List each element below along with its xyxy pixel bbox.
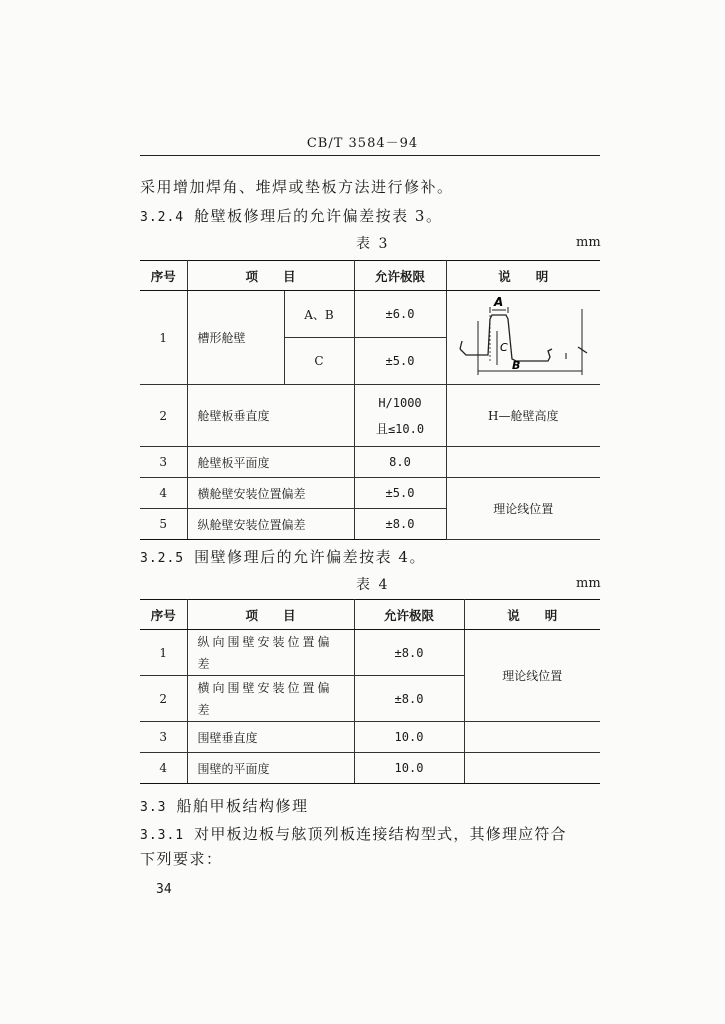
row-no: 4 xyxy=(140,753,187,784)
row-tolerance: 10.0 xyxy=(354,722,464,753)
row-no: 2 xyxy=(140,385,187,447)
row-item xyxy=(187,630,354,676)
row-tolerance: 8.0 xyxy=(354,447,446,478)
table-row xyxy=(140,478,600,509)
header-tolerance: 允许极限 xyxy=(354,261,446,291)
corrugated-bulkhead-diagram xyxy=(448,291,598,381)
table-row xyxy=(140,630,600,676)
section-text: 对甲板边板与舷顶列板连接结构型式，其修理应符合 xyxy=(194,825,567,843)
table-row xyxy=(140,447,600,478)
row-no: 1 xyxy=(140,630,187,676)
row-no: 5 xyxy=(140,509,187,540)
intro-paragraph: 采用增加焊角、堆焊或垫板方法进行修补。 xyxy=(140,178,454,196)
section-number: 3.2.5 xyxy=(140,551,185,566)
header-tolerance: 允许极限 xyxy=(354,600,464,630)
table-header-row xyxy=(140,261,600,291)
item-line: 差 xyxy=(197,702,213,717)
standard-code-header: CB/T 3584－94 xyxy=(306,136,419,151)
row-no: 3 xyxy=(140,447,187,478)
header-no: 序号 xyxy=(140,261,187,291)
table-row xyxy=(140,753,600,784)
row-item: 围壁垂直度 xyxy=(187,722,354,753)
section-number: 3.3.1 xyxy=(140,828,185,843)
section-3-2-4 xyxy=(140,205,442,226)
table-row xyxy=(140,722,600,753)
row-note xyxy=(446,447,600,478)
row-item: 槽形舱壁 xyxy=(187,291,284,385)
figure-label-c: C xyxy=(500,341,508,354)
corrugated-bulkhead-figure xyxy=(446,291,600,385)
item-line: 纵向围壁安装位置偏 xyxy=(197,634,333,649)
row-no: 4 xyxy=(140,478,187,509)
row-item: 围壁的平面度 xyxy=(187,753,354,784)
page-number: 34 xyxy=(156,882,172,897)
table-header-row xyxy=(140,600,600,630)
table-row xyxy=(140,291,600,338)
row-tolerance xyxy=(354,385,446,447)
row-subitem: A、B xyxy=(284,291,354,338)
table-3 xyxy=(140,260,600,540)
figure-label-a: A xyxy=(494,295,504,309)
header-item: 项 目 xyxy=(187,261,354,291)
row-tolerance: ±5.0 xyxy=(354,338,446,385)
section-3-3-1-continued: 下列要求： xyxy=(140,850,223,868)
table-4 xyxy=(140,599,600,784)
item-line: 差 xyxy=(197,656,213,671)
section-number: 3.3 xyxy=(140,800,167,815)
header-no: 序号 xyxy=(140,600,187,630)
row-note: 理论线位置 xyxy=(464,630,600,722)
table3-caption: 表 3 xyxy=(356,236,390,252)
section-3-3-1 xyxy=(140,823,567,844)
row-item: 横舱壁安装位置偏差 xyxy=(187,478,354,509)
table3-unit: mm xyxy=(576,235,601,250)
header-note: 说 明 xyxy=(464,600,600,630)
row-item: 舱壁板平面度 xyxy=(187,447,354,478)
row-tolerance: ±6.0 xyxy=(354,291,446,338)
row-tolerance: 10.0 xyxy=(354,753,464,784)
section-title: 船舶甲板结构修理 xyxy=(176,797,309,815)
section-text: 围壁修理后的允许偏差按表 4。 xyxy=(194,548,426,566)
row-tolerance: ±5.0 xyxy=(354,478,446,509)
row-subitem: C xyxy=(284,338,354,385)
row-no: 2 xyxy=(140,676,187,722)
table4-unit: mm xyxy=(576,576,601,591)
section-text: 舱壁板修理后的允许偏差按表 3。 xyxy=(194,207,443,225)
row-tolerance: ±8.0 xyxy=(354,630,464,676)
section-number: 3.2.4 xyxy=(140,210,185,225)
table-row xyxy=(140,385,600,447)
item-line: 横向围壁安装位置偏 xyxy=(197,680,333,695)
row-item: 纵舱壁安装位置偏差 xyxy=(187,509,354,540)
figure-label-b: B xyxy=(512,359,521,372)
header-rule xyxy=(140,155,600,156)
header-note: 说 明 xyxy=(446,261,600,291)
row-tolerance: ±8.0 xyxy=(354,676,464,722)
row-no: 3 xyxy=(140,722,187,753)
row-note: H—舱壁高度 xyxy=(446,385,600,447)
tolerance-line: H/1000 xyxy=(378,395,422,410)
section-3-2-5 xyxy=(140,546,426,567)
row-no: 1 xyxy=(140,291,187,385)
header-item: 项 目 xyxy=(187,600,354,630)
row-item: 舱壁板垂直度 xyxy=(187,385,354,447)
tolerance-line: 且≤10.0 xyxy=(375,421,425,436)
table4-caption: 表 4 xyxy=(356,577,390,593)
row-note xyxy=(464,753,600,784)
row-tolerance: ±8.0 xyxy=(354,509,446,540)
section-3-3 xyxy=(140,795,309,816)
row-note: 理论线位置 xyxy=(446,478,600,540)
row-item xyxy=(187,676,354,722)
row-note xyxy=(464,722,600,753)
